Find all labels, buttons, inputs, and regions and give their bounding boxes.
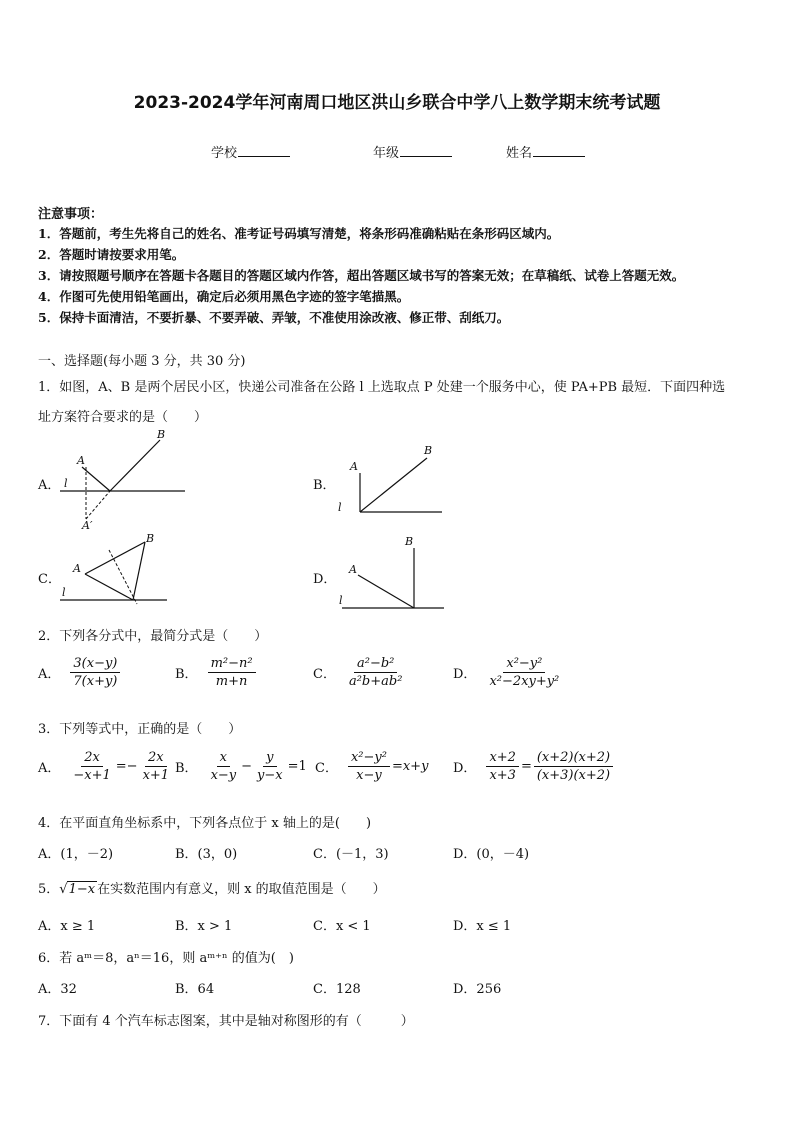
fraction-denominator: x²−2xy+y² [489,674,560,689]
notice-item: 1．答题前，考生先将自己的姓名、准考证号码填写清楚，将条形码准确粘贴在条形码区域内。 [38,226,560,241]
fraction-denominator: m+n [215,674,248,689]
q1-option-d-label: D． [313,572,337,587]
option-label: B． [175,667,198,682]
equation-rhs: =x+y [391,759,429,774]
q3-option-d [453,750,615,783]
q2-stem: 2．下列各分式中，最简分式是（ ） [38,629,268,644]
fraction-numerator: y [263,750,276,767]
q2-option-a [38,656,122,689]
operator: = [520,759,532,774]
q1-figure-b [332,440,452,520]
fraction-denominator: (x+3)(x+2) [536,768,611,783]
segment-pb [133,542,145,600]
q2-option-d [453,656,564,689]
q5-option-b: B．x > 1 [175,919,233,934]
q1-option-c-label: C． [38,572,61,587]
label-a: A [77,454,85,467]
school-label: 学校 [211,146,238,161]
operator: =− [115,759,138,774]
label-l: l [339,594,343,607]
fraction-denominator: x−y [356,768,382,783]
name-field [506,142,585,161]
q1-stem-line1: 1．如图，A、B 是两个居民小区，快递公司准备在公路 l 上选取点 P 处建一个服务中心，使 PA+PB 最短．下面四种选 [38,380,726,395]
section-heading: 一、选择题(每小题 3 分，共 30 分) [38,354,246,369]
label-l: l [338,501,342,514]
fraction-numerator: x²−y² [503,656,545,673]
option-label: B． [175,761,198,776]
notice-item: 2．答题时请按要求用笔。 [38,247,185,262]
q1-figure-d [332,528,452,613]
fraction-numerator: x+2 [486,750,519,767]
reflection-line [86,491,110,519]
fraction-numerator: m²−n² [208,656,256,673]
option-label: A． [38,667,61,682]
q5-option-d: D．x ≤ 1 [453,919,512,934]
fraction-denominator: 7(x+y) [73,674,118,689]
option-label: C． [313,667,336,682]
q4-option-b: B．(3，0) [175,847,238,862]
fraction-denominator: x+1 [142,768,170,783]
name-label: 姓名 [506,146,533,161]
q3-stem: 3．下列等式中，正确的是（ ） [38,722,242,737]
equation-rhs: =1 [287,759,307,774]
fraction-denominator: a²b+ab² [348,674,403,689]
grade-label: 年级 [373,146,400,161]
option-label: C． [315,761,338,776]
segment-pa [358,575,414,608]
segment-pb [360,458,427,512]
q4-option-d: D．(0，－4) [453,847,530,862]
label-b: B [424,444,433,457]
q1-stem-line2: 址方案符合要求的是（ ） [38,410,208,425]
q1-figure-c [55,528,185,608]
fraction-denominator: x−y [210,768,237,783]
option-label: D． [453,667,477,682]
q5-stem: 5．√1−x 在实数范围内有意义，则 x 的取值范围是（ ） [38,882,386,897]
q1-option-a-label: A． [38,478,61,493]
q5-option-c: C．x < 1 [313,919,371,934]
operator: − [241,759,253,774]
fraction-numerator: x [217,750,230,767]
notice-heading: 注意事项： [38,207,104,222]
q4-option-a: A．(1，－2) [38,847,114,862]
q6-option-b: B．64 [175,982,215,997]
fraction-numerator: 2x [145,750,167,767]
q1-option-b-label: B． [313,478,336,493]
q3-option-b [175,750,307,783]
label-l: l [62,586,66,599]
q2-option-b [175,656,258,689]
q1-figure-a [55,425,195,535]
notice-item: 4．作图可先使用铅笔画出，确定后必须用黑色字迹的签字笔描黑。 [38,289,410,304]
fraction-denominator: −x+1 [73,768,111,783]
q3-option-a [38,750,174,783]
fraction-numerator: 2x [81,750,103,767]
q6-option-c: C．128 [313,982,361,997]
label-b: B [146,532,155,545]
notice-item: 5．保持卡面清洁，不要折暴、不要弄破、弄皱，不准使用涂改液、修正带、刮纸刀。 [38,310,510,325]
label-a: A [73,562,81,575]
question-number: 5． [38,882,60,897]
label-a: A [350,460,358,473]
school-field [211,142,290,161]
option-label: A． [38,761,61,776]
q6-option-a: A．32 [38,982,77,997]
label-a-prime: A′ [82,519,93,532]
fraction-numerator: 3(x−y) [70,656,120,673]
q5-option-a: A．x ≥ 1 [38,919,96,934]
q6-option-d: D．256 [453,982,502,997]
fraction-numerator: (x+2)(x+2) [534,750,613,767]
page-title: 2023-2024学年河南周口地区洪山乡联合中学八上数学期末统考试题 [133,93,661,113]
q6-stem: 6．若 aᵐ＝8，aⁿ＝16，则 aᵐ⁺ⁿ 的值为( ) [38,951,294,966]
name-blank [533,145,585,157]
fraction-denominator: x+3 [489,768,516,783]
q2-option-c [313,656,407,689]
bisector-line [109,550,137,604]
segment-pa [85,574,133,600]
segment-ab [85,542,145,574]
q7-stem: 7．下面有 4 个汽车标志图案，其中是轴对称图形的有（ ） [38,1014,414,1029]
label-b: B [405,535,414,548]
notice-item: 3．请按照题号顺序在答题卡各题目的答题区域内作答，超出答题区域书写的答案无效；在草稿纸、试卷上答题无效。 [38,268,685,283]
school-blank [238,145,290,157]
label-l: l [64,477,68,490]
grade-blank [400,145,452,157]
fraction-denominator: y−x [257,768,283,783]
q4-stem: 4．在平面直角坐标系中，下列各点位于 x 轴上的是( ) [38,816,372,831]
radicand: 1−x [68,882,96,897]
fraction-numerator: x²−y² [348,750,390,767]
label-b: B [157,428,166,441]
q3-option-c [315,750,428,783]
q5-stem-text: 在实数范围内有意义，则 x 的取值范围是（ ） [97,882,386,897]
fraction-numerator: a²−b² [354,656,397,673]
option-label: D． [453,761,477,776]
q4-option-c: C．(－1，3) [313,847,389,862]
grade-field [373,142,452,161]
label-a: A [349,563,357,576]
segment-pb [110,440,160,491]
